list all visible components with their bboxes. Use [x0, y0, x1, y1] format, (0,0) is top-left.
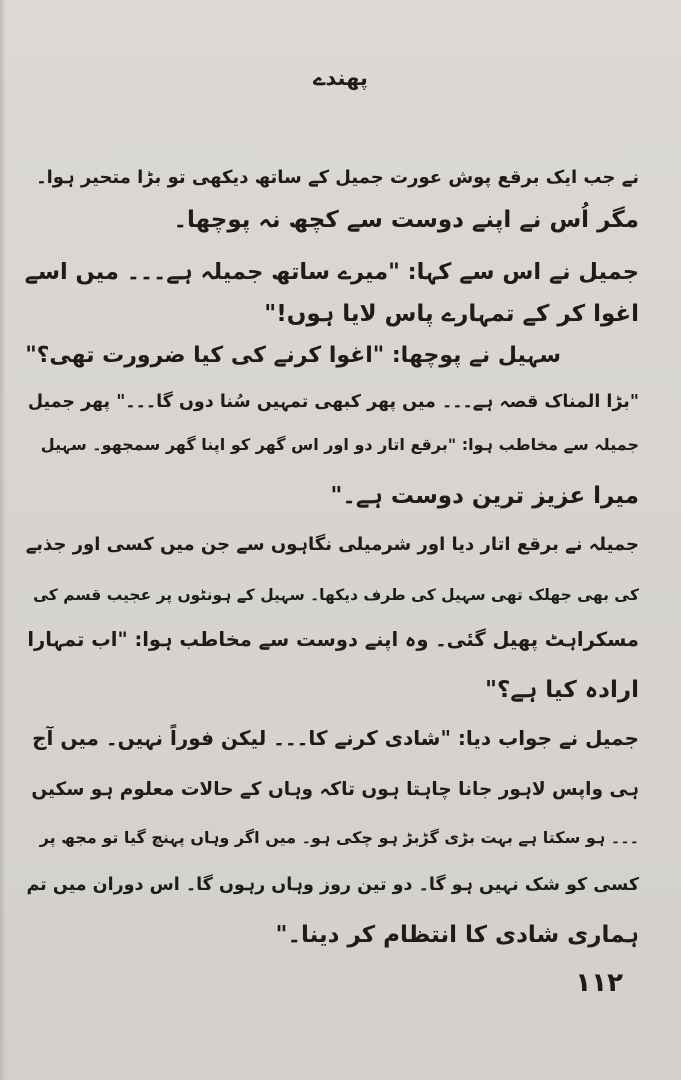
text-line: ہماری شادی کا انتظام کر دینا۔": [275, 922, 639, 948]
text-line: ارادہ کیا ہے؟": [485, 677, 639, 703]
text-line: ۔۔۔ ہو سکتا ہے بہت بڑی گڑبڑ ہو چکی ہو۔ میں اگر وہاں پہنچ گیا تو مجھ پر: [39, 828, 639, 847]
page-number: ۱۱۲: [575, 968, 623, 998]
running-header: پھندے: [313, 66, 368, 90]
text-line: جمیل نے جواب دیا: "شادی کرنے کا۔۔۔ لیکن فوراً نہیں۔ میں آج: [32, 726, 639, 750]
text-line: جمیل نے اس سے کہا: "میرے ساتھ جمیلہ ہے۔۔۔ میں اسے: [24, 259, 639, 285]
text-line: میرا عزیز ترین دوست ہے۔": [330, 483, 639, 509]
text-line: اغوا کر کے تمہارے پاس لایا ہوں!": [264, 301, 639, 327]
text-line: کسی کو شک نہیں ہو گا۔ دو تین روز وہاں رہوں گا۔ اس دوران میں تم: [26, 875, 639, 895]
text-line: سہیل نے پوچھا: "اغوا کرنے کی کیا ضرورت تھی؟": [25, 343, 561, 368]
text-line: مگر اُس نے اپنے دوست سے کچھ نہ پوچھا۔: [173, 207, 639, 233]
text-line: نے جب ایک برقع پوش عورت جمیل کے ساتھ دیکھی تو بڑا متحیر ہوا۔: [36, 167, 639, 188]
text-line: کی بھی جھلک تھی سہیل کی طرف دیکھا۔ سہیل کے ہونٹوں پر عجیب قسم کی: [33, 586, 639, 604]
text-line: مسکراہٹ پھیل گئی۔ وہ اپنے دوست سے مخاطب ہوا: "اب تمہارا: [27, 628, 639, 651]
text-line: "بڑا المناک قصہ ہے۔۔۔ میں پھر کبھی تمہیں سُنا دوں گا۔۔۔" پھر جمیل: [27, 392, 639, 412]
text-line: ہی واپس لاہور جانا چاہتا ہوں تاکہ وہاں کے حالات معلوم ہو سکیں: [31, 779, 639, 800]
text-line: جمیلہ سے مخاطب ہوا: "برقع اتار دو اور اس گھر کو اپنا گھر سمجھو۔ سہیل: [40, 435, 639, 454]
text-line: جمیلہ نے برقع اتار دیا اور شرمیلی نگاہوں سے جن میں کسی اور جذبے: [25, 534, 639, 555]
